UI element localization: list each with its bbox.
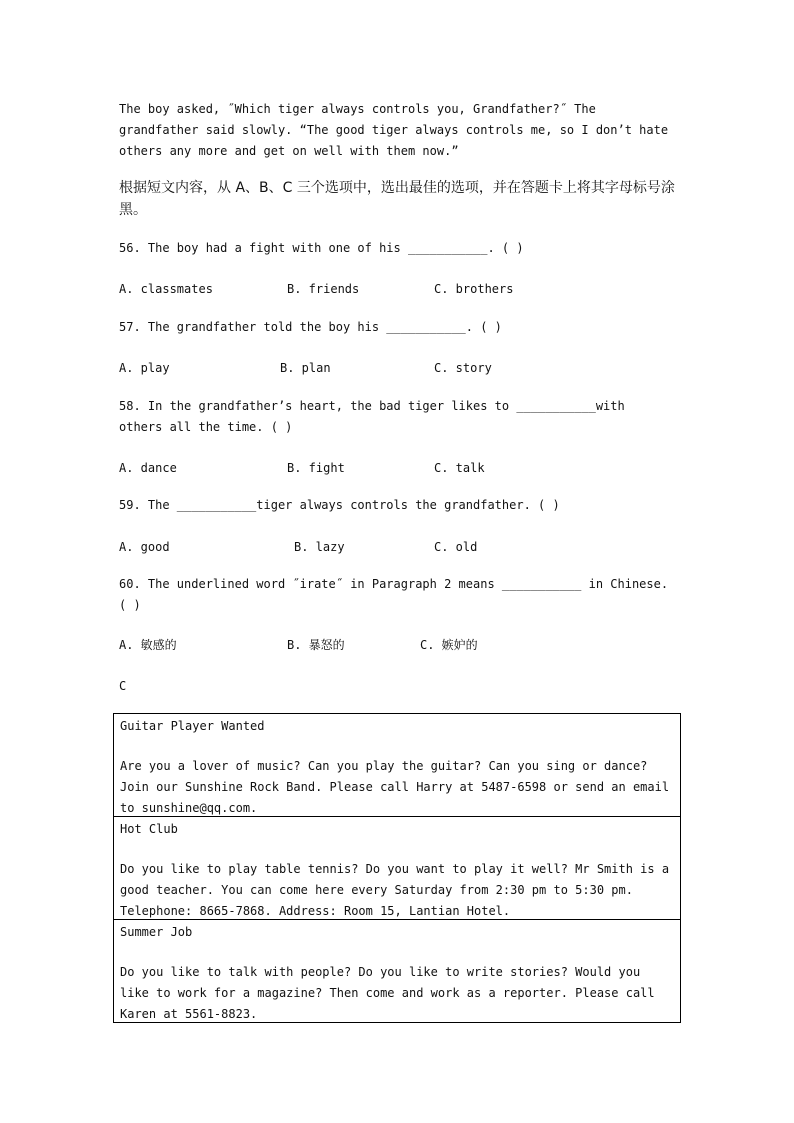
- ads-table: [113, 713, 681, 1023]
- q57-option-a: A. play: [119, 361, 170, 375]
- q60-option-a: A. 敏感的: [119, 638, 177, 652]
- q59-option-c: C. old: [434, 540, 478, 554]
- q59-option-a: A. good: [119, 540, 170, 554]
- question-57: 57. The grandfather told the boy his ___________. ( ): [119, 320, 502, 334]
- ad-body: Do you like to talk with people? Do you like to write stories? Would you like to work for a magazine? Then come and work as a reporter. Please call Karen at 5561-8823.: [120, 965, 655, 1021]
- q60-option-c: C. 嫉妒的: [420, 638, 478, 652]
- ad-title: Hot Club: [120, 822, 178, 836]
- q57-option-b: B. plan: [280, 361, 331, 375]
- story-ending-paragraph: The boy asked, ˝Which tiger always controls you, Grandfather?˝ The grandfather said slowly. “The good tiger always controls me, so I don’t hate others any more and get on well with them now.”: [119, 102, 669, 158]
- question-60: 60. The underlined word ˝irate˝ in Paragraph 2 means ___________ in Chinese. ( ): [119, 577, 669, 612]
- q59-option-b: B. lazy: [294, 540, 345, 554]
- q56-option-a: A. classmates: [119, 282, 213, 296]
- ad-body: Do you like to play table tennis? Do you want to play it well? Mr Smith is a good teacher. You can come here every Saturday from 2:30 pm to 5:30 pm. Telephone: 8665-7868. Address: Room 15, Lantian Hotel.: [120, 862, 670, 918]
- ad-guitar-player: [114, 714, 680, 817]
- ad-title: Summer Job: [120, 925, 193, 939]
- q58-option-b: B. fight: [287, 461, 345, 475]
- q60-option-b: B. 暴怒的: [287, 638, 345, 652]
- q58-option-c: C. talk: [434, 461, 485, 475]
- question-59: 59. The ___________tiger always controls the grandfather. ( ): [119, 498, 560, 512]
- q58-option-a: A. dance: [119, 461, 177, 475]
- section-label: C: [119, 679, 127, 693]
- ad-hot-club: [114, 817, 680, 920]
- instructions: 根据短文内容，从 A、B、C 三个选项中，选出最佳的选项，并在答题卡上将其字母标号涂黑。: [119, 180, 675, 218]
- ad-summer-job: [114, 920, 680, 1022]
- q56-option-b: B. friends: [287, 282, 360, 296]
- q56-option-c: C. brothers: [434, 282, 514, 296]
- ad-title: Guitar Player Wanted: [120, 719, 265, 733]
- question-56: 56. The boy had a fight with one of his ___________. ( ): [119, 241, 524, 255]
- q57-option-c: C. story: [434, 361, 492, 375]
- ad-body: Are you a lover of music? Can you play the guitar? Can you sing or dance? Join our Sunshine Rock Band. Please call Harry at 5487-6598 or send an email to sunshine@qq.com.: [120, 759, 670, 815]
- question-58: 58. In the grandfather’s heart, the bad tiger likes to ___________with others all the time. ( ): [119, 399, 625, 434]
